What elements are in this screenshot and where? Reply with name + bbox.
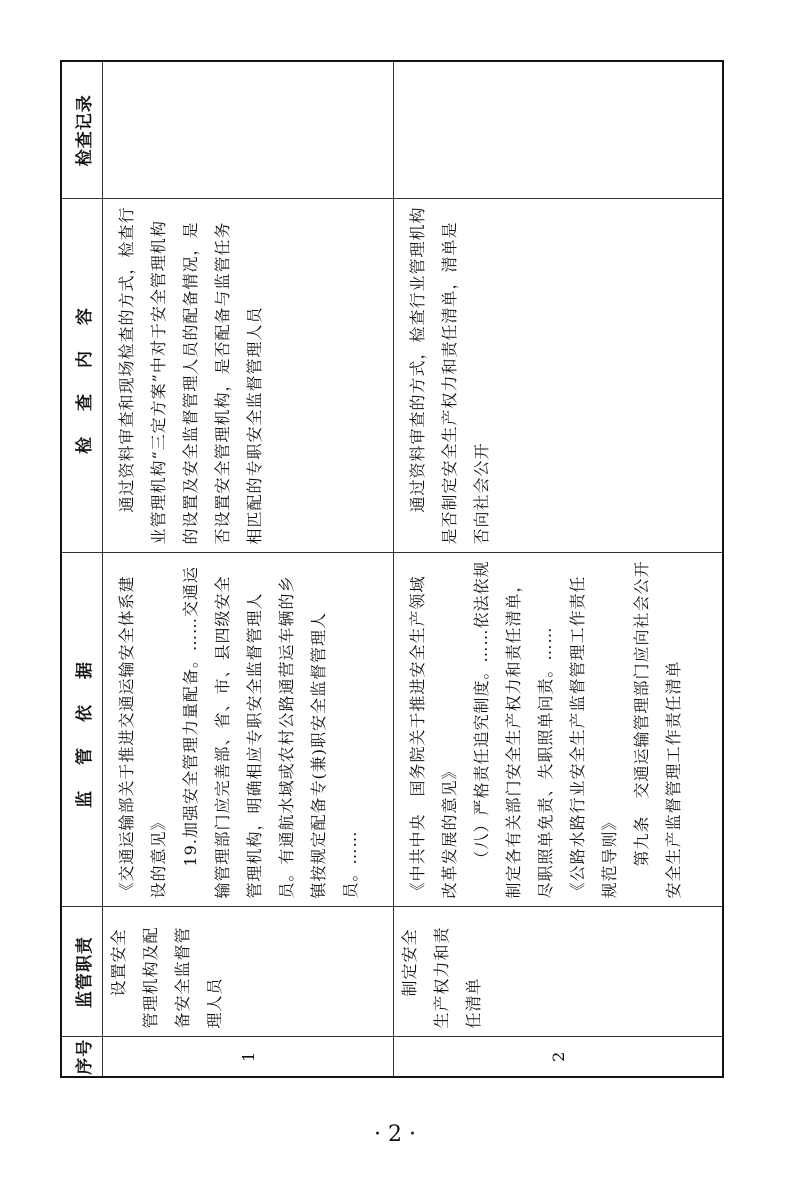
basis-paragraph: （八）严格责任追究制度。……依法依规制定各有关部门安全生产权力和责任清单，尽职照单免责、失职照单问责。…… bbox=[472, 560, 555, 899]
basis-paragraph: 19.加强安全管理力量配备。……交通运输管理部门应完善部、省、市、县四级安全管理机构，明确相应专职安全监督管理人员。有通航水域或农村公路通营运车辆的乡镇按规定配备专(兼)职安全监督管理人员。…… bbox=[181, 566, 360, 899]
row-number: 2 bbox=[394, 1037, 724, 1077]
table-header-row bbox=[61, 61, 103, 1077]
page-number: · 2 · bbox=[374, 1122, 416, 1147]
duty-text: 设置安全管理机构及配备安全监督管理人员 bbox=[109, 926, 224, 1029]
basis-cell bbox=[394, 553, 724, 907]
duty-cell bbox=[394, 907, 724, 1037]
table-row bbox=[103, 61, 394, 1077]
content-text: 通过资料审查的方式，检查行业管理机构是否制定安全生产权力和责任清单，清单是否向社会公开 bbox=[408, 206, 491, 545]
header-duty: 监管职责 bbox=[61, 907, 103, 1037]
basis-paragraph: 《交通运输部关于推进交通运输安全体系建设的意见》 bbox=[117, 575, 168, 899]
content-cell bbox=[103, 199, 394, 553]
header-no: 序号 bbox=[61, 1037, 103, 1077]
table-row bbox=[394, 61, 724, 1077]
basis-paragraph: 《中共中央 国务院关于推进安全生产领域改革发展的意见》 bbox=[408, 575, 459, 899]
rotated-page-area bbox=[60, 60, 724, 1078]
row-number: 1 bbox=[103, 1037, 394, 1077]
basis-paragraph: 《公路水路行业安全生产监督管理工作责任规范导则》 bbox=[568, 575, 619, 899]
record-cell[interactable] bbox=[103, 61, 394, 199]
content-cell bbox=[394, 199, 724, 553]
duty-text: 制定安全生产权力和责任清单 bbox=[400, 926, 483, 1029]
header-record: 检查记录 bbox=[61, 61, 103, 199]
header-basis: 监 管 依 据 bbox=[61, 553, 103, 907]
content-text: 通过资料审查和现场检查的方式，检查行业管理机构“三定方案”中对于安全管理机构的设置及安全监督管理人员的配备情况，是否设置安全管理机构，是否配备与监管任务相匹配的专职安全监督管理人员 bbox=[117, 206, 264, 545]
header-content: 检 查 内 容 bbox=[61, 199, 103, 553]
basis-cell bbox=[103, 553, 394, 907]
record-cell[interactable] bbox=[394, 61, 724, 199]
basis-paragraph: 第九条 交通运输管理部门应向社会公开安全生产监督管理工作责任清单 bbox=[632, 560, 683, 899]
supervision-table bbox=[60, 60, 724, 1078]
rotated-table-container bbox=[60, 60, 724, 1078]
duty-cell bbox=[103, 907, 394, 1037]
